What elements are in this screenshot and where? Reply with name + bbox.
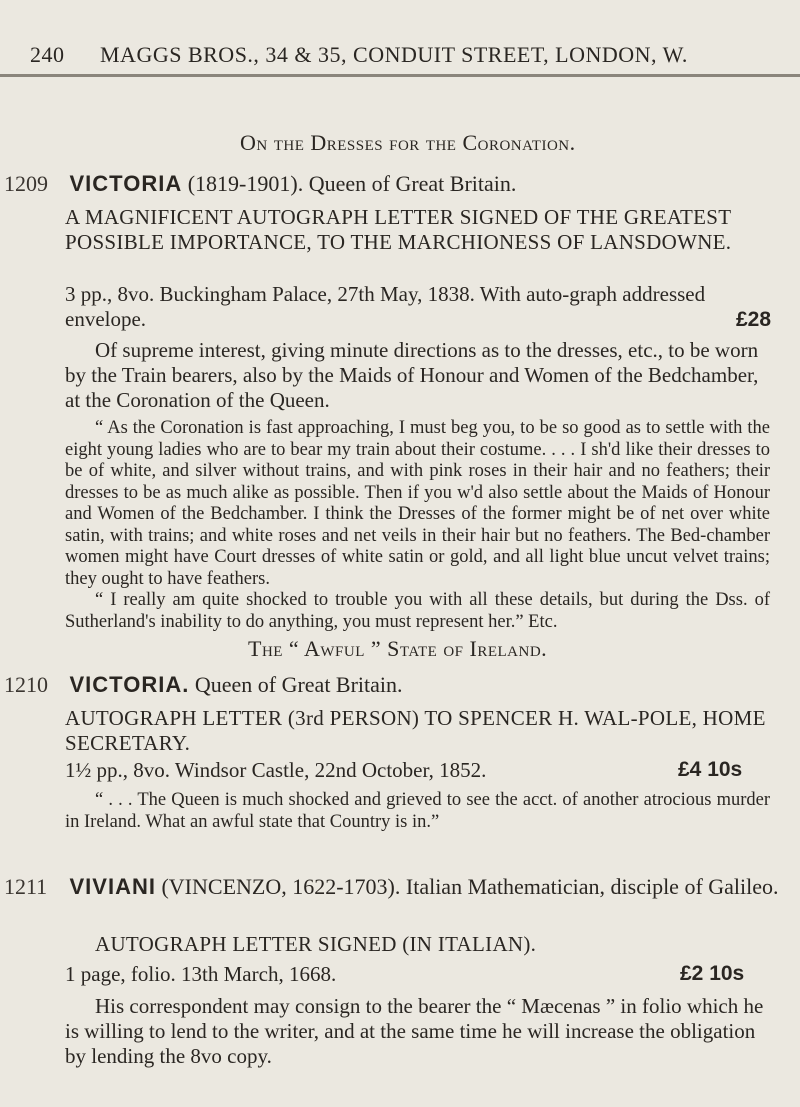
lot-1210-headline: AUTOGRAPH LETTER (3rd PERSON) TO SPENCER H. WAL-POLE, HOME SECRETARY. <box>65 706 766 755</box>
lot-1210-heading <box>4 672 403 698</box>
quote-paragraph: “ As the Coronation is fast approaching, I must beg you, to be so good as to settle with the eight young ladies who are to bear my train about their costume. . . . I sh'd like their dresses to be of white, and silver without trains, and with pink roses in their hair and no feathers; their dresses to be as much alike as possible. Then if you w'd also settle about the Maids of Honour and Women of the Bedchamber. I think the Dresses of the former might be of net over white satin, with trains; and white roses and net veils in their hair but no feathers. The Bed-chamber women might have Court dresses of white satin or gold, and all light blue uncut velvet trains; they ought to have feathers. <box>65 418 770 589</box>
lot-number: 1209 <box>4 171 48 196</box>
page-number: 240 <box>30 42 65 67</box>
lot-1209-details: 3 pp., 8vo. Buckingham Palace, 27th May, 1838. With auto-graph addressed envelope. <box>65 282 706 331</box>
lot-name-detail: Queen of Great Britain. <box>194 672 403 697</box>
lot-name: VIVIANI <box>69 874 156 899</box>
page-header <box>30 42 790 68</box>
lot-number: 1210 <box>4 672 48 697</box>
lot-1211-price: £2 10s <box>680 962 745 985</box>
lot-1209-description: Of supreme interest, giving minute directions as to the dresses, etc., to be worn by the Train bearers, also by the Maids of Honour and Women of the Bedchamber, at the Coronation of the Queen. <box>65 338 759 412</box>
lot-number: 1211 <box>4 874 48 899</box>
lot-1210-price: £4 10s <box>678 758 743 781</box>
quote-paragraph: “ . . . The Queen is much shocked and grieved to see the acct. of another atrocious murder in Ireland. What an awful state that Country is in.” <box>65 790 770 832</box>
quote-paragraph: “ I really am quite shocked to trouble you with all these details, but during the Dss. of Sutherland's inability to do anything, you must represent her.” Etc. <box>65 590 770 632</box>
lot-1209-headline: A MAGNIFICENT AUTOGRAPH LETTER SIGNED OF THE GREATEST POSSIBLE IMPORTANCE, TO THE MARCHIONESS OF LANSDOWNE. <box>65 205 732 254</box>
section-title-coronation: On the Dresses for the Coronation. <box>240 130 576 155</box>
firm-address: MAGGS BROS., 34 & 35, CONDUIT STREET, LONDON, W. <box>100 42 688 67</box>
lot-1210-quote <box>65 790 770 833</box>
lot-name-detail: (1819-1901). Queen of Great Britain. <box>187 171 517 196</box>
lot-1210-details: 1½ pp., 8vo. Windsor Castle, 22nd October, 1852. <box>65 758 487 782</box>
lot-1211-details: 1 page, folio. 13th March, 1668. <box>65 962 337 986</box>
section-title-ireland: The “ Awful ” State of Ireland. <box>248 636 548 661</box>
lot-name: VICTORIA. <box>69 672 190 697</box>
lot-name-detail: (VINCENZO, 1622-1703). Italian Mathematician, disciple of Galileo. <box>161 874 779 899</box>
lot-1209-price: £28 <box>736 308 772 331</box>
header-rule <box>0 74 800 77</box>
lot-1209-heading <box>4 171 516 197</box>
lot-1211-description: His correspondent may consign to the bearer the “ Mæcenas ” in folio which he is willing to lend to the writer, and at the same time he will increase the obligation by lending the 8vo copy. <box>65 994 764 1068</box>
lot-name: VICTORIA <box>69 171 183 196</box>
lot-1211-heading <box>4 874 779 900</box>
lot-1211-headline: AUTOGRAPH LETTER SIGNED (IN ITALIAN). <box>95 932 537 956</box>
lot-1209-quote <box>65 418 770 633</box>
